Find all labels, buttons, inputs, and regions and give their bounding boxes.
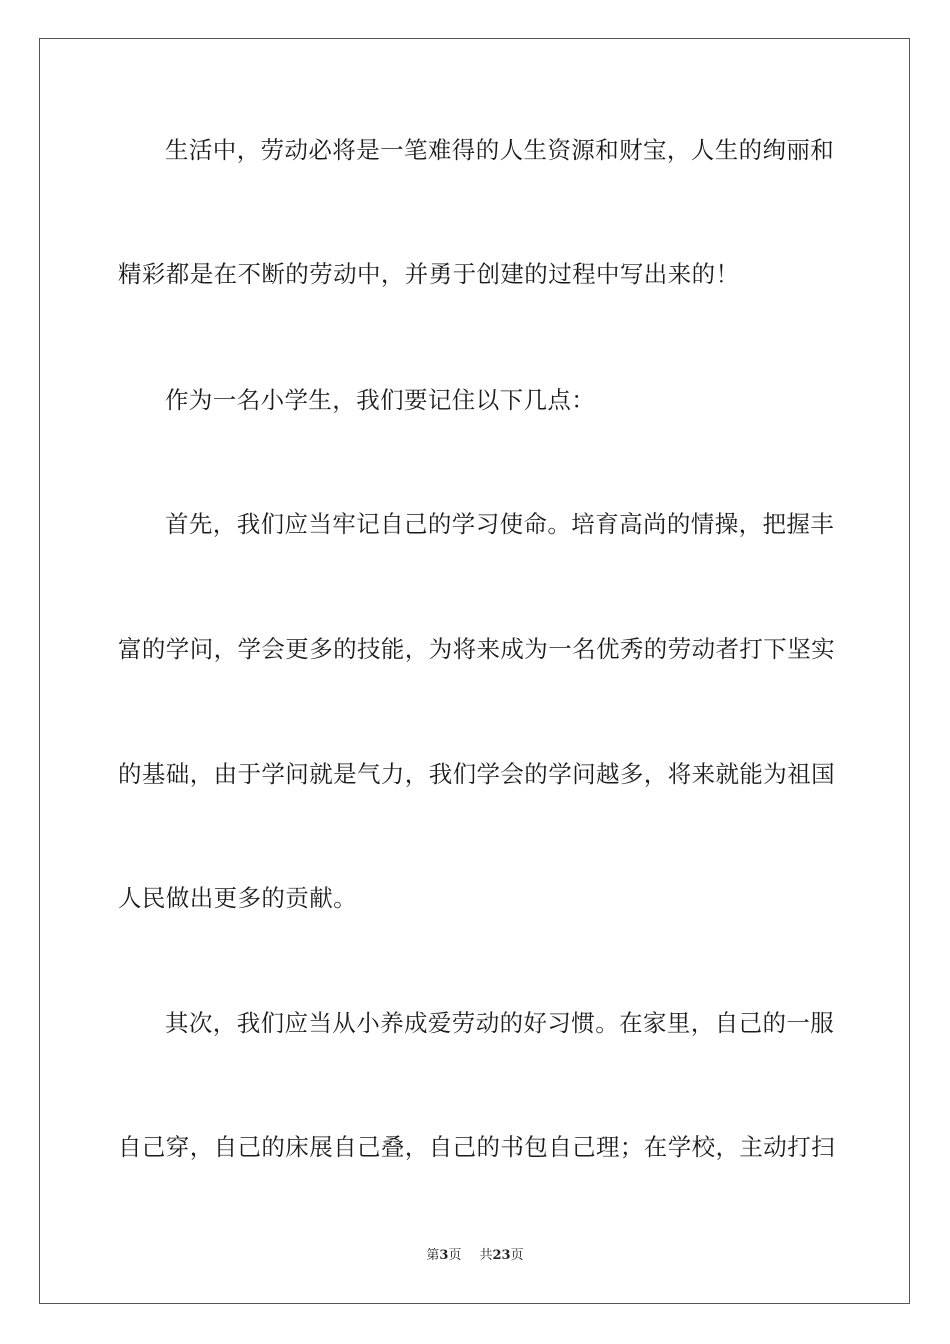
paragraph-line: 人民做出更多的贡献。 (118, 884, 357, 912)
paragraph-line: 其次，我们应当从小养成爱劳动的好习惯。在家里，自己的一服 (165, 1009, 835, 1037)
page-label-prefix: 第 (426, 1248, 440, 1263)
paragraph-line: 作为一名小学生，我们要记住以下几点： (165, 386, 596, 414)
page-footer (0, 1247, 950, 1265)
paragraph-line: 精彩都是在不断的劳动中，并勇于创建的过程中写出来的！ (118, 260, 740, 288)
total-pages: 23 (492, 1248, 511, 1263)
page-label-suffix: 页 (448, 1248, 462, 1263)
total-label-prefix: 共 (479, 1248, 493, 1263)
paragraph-line: 富的学问，学会更多的技能，为将来成为一名优秀的劳动者打下坚实 (118, 635, 835, 663)
total-label-suffix: 页 (510, 1248, 524, 1263)
page-border (39, 38, 910, 1304)
paragraph-line: 首先，我们应当牢记自己的学习使命。培育高尚的情操，把握丰 (165, 510, 835, 538)
page-number: 3 (439, 1248, 449, 1263)
paragraph-line: 的基础，由于学问就是气力，我们学会的学问越多，将来就能为祖国 (118, 760, 835, 788)
paragraph-line: 生活中，劳动必将是一笔难得的人生资源和财宝，人生的绚丽和 (165, 136, 835, 164)
paragraph-line: 自己穿，自己的床展自己叠，自己的书包自己理；在学校，主动打扫 (118, 1133, 835, 1161)
